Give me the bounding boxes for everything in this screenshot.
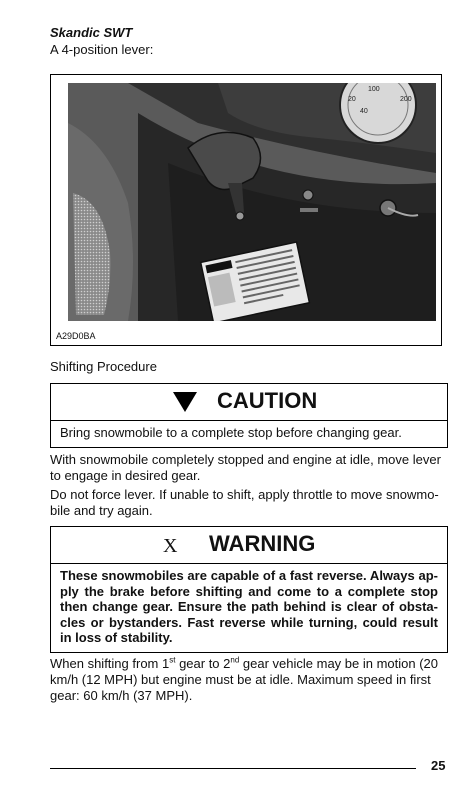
warning-header: [51, 527, 447, 564]
caution-text: Bring snowmobile to a complete stop before changing gear.: [60, 425, 402, 440]
superscript: st: [169, 655, 176, 665]
section-title: Shifting Procedure: [50, 359, 157, 374]
page-number: 25: [431, 758, 446, 773]
shifter-figure: [50, 74, 442, 346]
caution-header: [51, 384, 447, 421]
superscript: nd: [230, 655, 240, 665]
gauge-tick: 100: [368, 86, 380, 93]
text-segment: gear to 2: [175, 656, 231, 671]
gauge-tick: 40: [360, 108, 368, 115]
gauge-tick: 20: [348, 96, 356, 103]
caution-title: CAUTION: [217, 388, 318, 413]
figure-code: A29D0BA: [56, 331, 96, 341]
model-heading: Skandic SWT: [50, 25, 133, 40]
warning-box: [50, 526, 448, 653]
warning-title: WARNING: [209, 531, 316, 556]
final-paragraph: [50, 656, 448, 704]
paragraph: Do not force lever. If unable to shift, apply throttle to move snowmo-bile and try again.: [50, 487, 439, 518]
shifter-photo: [68, 83, 436, 321]
lever-subheading: A 4-position lever:: [50, 42, 154, 57]
down-triangle-icon: [173, 392, 197, 412]
x-mark-icon: X: [163, 535, 178, 557]
caution-box: [50, 383, 448, 448]
gauge-tick: 200: [400, 96, 412, 103]
text-segment: When shifting from 1: [50, 656, 170, 671]
paragraph: With snowmobile completely stopped and engine at idle, move lever to engage in desired gear.: [50, 452, 441, 483]
shifter-illustration: [68, 83, 436, 321]
warning-text: These snowmobiles are capable of a fast reverse. Always ap-ply the brake before shifting and come to a complete stop then change gear. Ensure the path behind is clear of obsta-cles or bystanders. Fast reverse while turning, could result in loss of stability.: [60, 568, 438, 645]
text-segment: gear vehicle may be in motion (20 km/h (12 MPH) but engine must be at idle. Maximum speed in first gear: 60 km/h (37 MPH).: [50, 656, 439, 703]
footer-rule: [50, 768, 416, 769]
